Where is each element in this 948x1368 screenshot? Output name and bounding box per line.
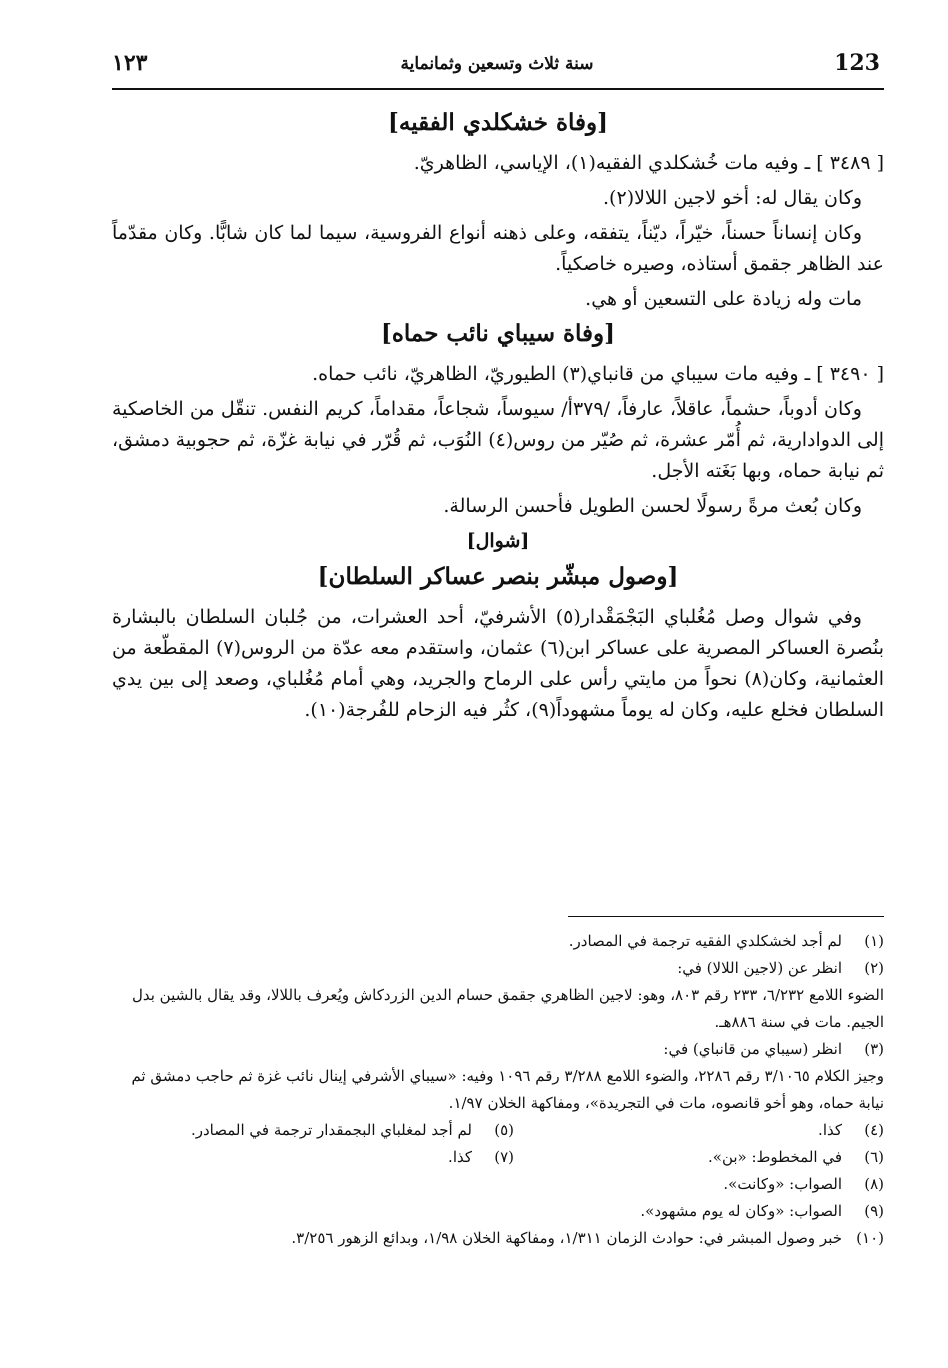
header-rule <box>112 88 884 90</box>
footnote-8 <box>112 1171 884 1198</box>
section-heading-2: [وفاة سيباي نائب حماه] <box>380 320 616 347</box>
footnote-number: (٨) <box>864 1175 884 1193</box>
section-heading-1: [وفاة خشكلدي الفقيه] <box>387 109 608 136</box>
footnote-5 <box>112 1117 514 1144</box>
footnote-number: (٢) <box>864 959 884 977</box>
footnote-4 <box>514 1117 884 1144</box>
footnote-2 <box>112 955 884 982</box>
footnote-number: (٥) <box>494 1121 514 1139</box>
footnote-text: انظر عن (لاجين اللالا) في: <box>677 959 842 977</box>
footnote-text: لم أجد لخشكلدي الفقيه ترجمة في المصادر. <box>568 932 842 950</box>
paragraph: وكان يقال له: أخو لاجين اللالا(٢). <box>603 187 862 209</box>
footnote-text: في المخطوط: «بن». <box>708 1148 842 1166</box>
footnote-number: (٩) <box>864 1202 884 1220</box>
paragraph: وكان أدوباً، حشماً، عاقلاً، عارفاً، /٣٧٩أ/ سيوساً، شجاعاً، مقداماً، كريم النفس. تنقّل من الخاصكية إلى الدوادارية، ثم أُمّر عشرة، ثم صُيّر من روس(٤) النُوَب، ثم قُرّر في نيابة غزّة، ثم حجوبية دمشق، ثم نيابة حماه، وبها بَغَته الأجل. <box>112 398 884 482</box>
footnote-number: (٦) <box>864 1148 884 1166</box>
footnote-7 <box>112 1144 514 1171</box>
paragraph: وكان إنساناً حسناً، خيّراً، ديّناً، يتفقه، وعلى ذهنه أنواع الفروسية، سيما لما كان شابًّا. وكان مقدّماً عند الظاهر جقمق أستاذه، وصيره خاصكياً. <box>112 222 884 275</box>
main-text <box>112 104 884 730</box>
footnote-pair-6-7 <box>112 1144 884 1171</box>
footnote-number: (٤) <box>864 1121 884 1139</box>
footnote-text: الصواب: «وكانت». <box>723 1175 842 1193</box>
page-header <box>112 46 882 86</box>
running-title: سنة ثلاث وتسعين وثمانماية <box>400 54 594 74</box>
footnote-text: كذا. <box>448 1148 472 1166</box>
footnote-2-continuation: الضوء اللامع ٦/٢٣٢، ٢٣٣ رقم ٨٠٣، وهو: لاجين الظاهري جقمق حسام الدين الزردكاش ويُعرف باللالا، وقد يقال بالشين بدل الجيم. مات في سنة ٨٨٦هـ. <box>131 986 884 1031</box>
footnote-10 <box>112 1225 884 1252</box>
footnote-3 <box>112 1036 884 1063</box>
footnote-9 <box>112 1198 884 1225</box>
footnote-text: لم أجد لمغلباي البجمقدار ترجمة في المصادر. <box>190 1121 472 1139</box>
footnote-number: (١) <box>864 932 884 950</box>
section-heading-3: [وصول مبشّر بنصر عساكر السلطان] <box>317 563 679 590</box>
footnote-6 <box>514 1144 884 1171</box>
page-number-arabic: ١٢٣ <box>112 50 148 76</box>
paragraph: وكان بُعث مرةً رسولًا لحسن الطويل فأحسن الرسالة. <box>443 495 862 517</box>
footnotes <box>112 928 884 1252</box>
footnote-rule <box>568 916 884 917</box>
entry-3489: [ ٣٤٨٩ ] ـ وفيه مات خُشكلدي الفقيه(١)، الإياسي، الظاهريّ. <box>413 152 884 174</box>
paragraph: وفي شوال وصل مُغُلباي البَجْمَقْدار(٥) الأشرفيّ، أحد العشرات، من جُلبان السلطان بالبشارة بنُصرة العساكر المصرية على عساكر ابن(٦) عثمان، واستقدم معه عدّة من الروس(٧) المقطّعة من العثمانية، وكان(٨) نحواً من مايتي رأس على الرماح والجريد، وهي أمام مُغُلباي، وصعد إلى بين يدي السلطان فخلع عليه، وكان له يوماً مشهوداً(٩)، كثُر فيه الزحام للفُرجة(١٠). <box>112 606 885 721</box>
footnote-text: الصواب: «وكان له يوم مشهود». <box>640 1202 842 1220</box>
footnote-text: انظر (سيباي من قانباي) في: <box>663 1040 842 1058</box>
paragraph: مات وله زيادة على التسعين أو هي. <box>585 288 862 310</box>
page-number-latin: 123 <box>834 50 880 76</box>
footnote-text: كذا. <box>818 1121 842 1139</box>
footnote-number: (٣) <box>864 1040 884 1058</box>
entry-3490: [ ٣٤٩٠ ] ـ وفيه مات سيباي من قانباي(٣) الطيوريّ، الظاهريّ، نائب حماه. <box>312 363 884 385</box>
footnote-number: (٧) <box>494 1148 514 1166</box>
footnote-pair-4-5 <box>112 1117 884 1144</box>
footnote-3-continuation: وجيز الكلام ٣/١٠٦٥ رقم ٢٢٨٦، والضوء اللامع ٣/٢٨٨ رقم ١٠٩٦ وفيه: «سيباي الأشرفي إينال نائب غزة ثم حاجب دمشق ثم نيابة حماه، وهو أخو قانصوه، مات في التجريدة»، ومفاكهة الخلان ١/٩٧. <box>131 1067 884 1112</box>
footnote-1 <box>112 928 884 955</box>
month-heading: [شوال] <box>466 530 530 552</box>
footnote-text: خبر وصول المبشر في: حوادث الزمان ١/٣١١، ومفاكهة الخلان ١/٩٨، وبدائع الزهور ٣/٢٥٦. <box>291 1229 842 1247</box>
footnote-number: (١٠) <box>856 1229 884 1247</box>
